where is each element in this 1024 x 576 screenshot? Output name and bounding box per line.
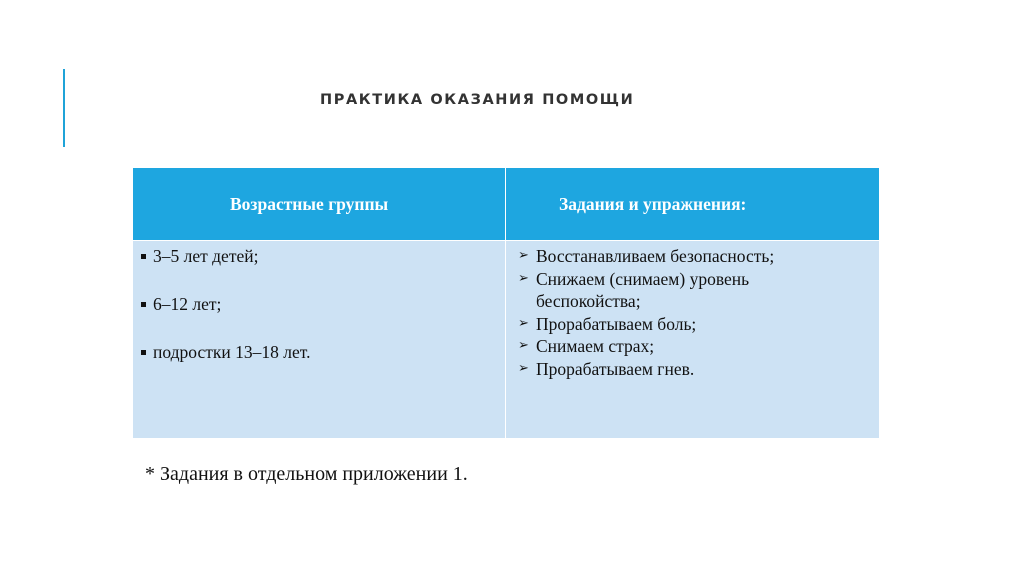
age-groups-cell (133, 241, 506, 439)
tasks-cell (506, 241, 880, 439)
practice-table (132, 167, 880, 439)
task-text: Снижаем (снимаем) уровень беспокойства; (536, 268, 750, 311)
list-item (518, 358, 879, 381)
arrow-bullet-icon: ➢ (518, 270, 529, 286)
task-text: Прорабатываем боль; (536, 313, 697, 334)
slide-title: ПРАКТИКА ОКАЗАНИЯ ПОМОЩИ (320, 92, 635, 108)
task-text: Восстанавливаем безопасность; (536, 246, 775, 266)
arrow-bullet-icon: ➢ (518, 360, 529, 376)
accent-bar (63, 69, 65, 147)
list-item (141, 245, 505, 267)
task-text: Снимаем страх; (536, 336, 655, 356)
list-item (518, 245, 879, 268)
arrow-bullet-icon: ➢ (518, 338, 529, 353)
table-header-row (133, 168, 880, 241)
age-group-text: 6–12 лет; (153, 294, 222, 314)
age-group-text: 3–5 лет детей; (153, 246, 259, 266)
list-item (141, 341, 505, 363)
list-item (518, 335, 879, 358)
list-item (141, 293, 505, 315)
arrow-bullet-icon: ➢ (518, 315, 529, 331)
footnote: * Задания в отдельном приложении 1. (145, 463, 468, 485)
table-row (133, 241, 880, 439)
square-bullet-icon (141, 302, 146, 307)
header-tasks: Задания и упражнения: (506, 168, 880, 241)
list-item (518, 268, 879, 313)
age-groups-list (133, 241, 505, 363)
square-bullet-icon (141, 350, 146, 355)
arrow-bullet-icon: ➢ (518, 248, 529, 263)
age-group-text: подростки 13–18 лет. (153, 342, 311, 362)
list-item (518, 313, 879, 336)
square-bullet-icon (141, 254, 146, 259)
header-age-groups: Возрастные группы (133, 168, 506, 241)
task-text: Прорабатываем гнев. (536, 358, 695, 379)
tasks-list (506, 241, 879, 380)
